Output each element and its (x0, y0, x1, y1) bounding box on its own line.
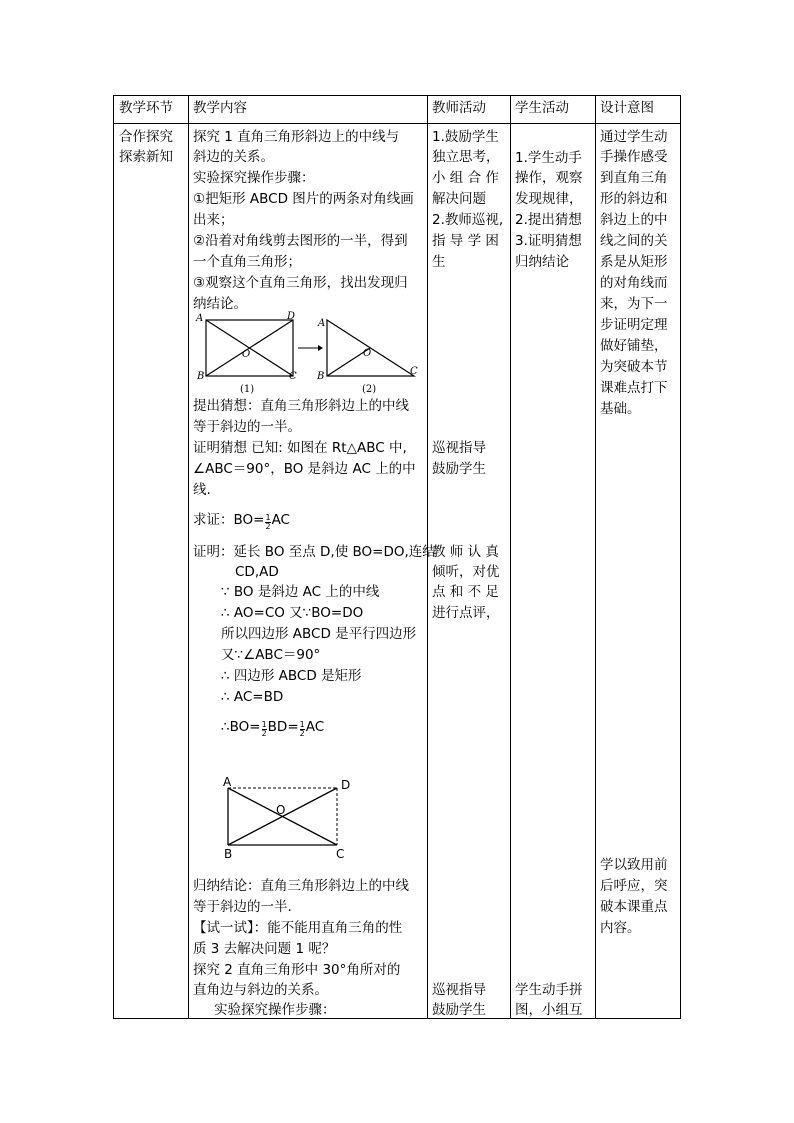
proof-line: ∵ BO 是斜边 AC 上的中线 (221, 584, 380, 600)
try-line: 【试一试】：能不能用直角三角的性 (193, 920, 403, 936)
row-divider (114, 123, 680, 124)
student-line: 1.学生动手 (515, 150, 582, 166)
proof-line: ∴ AC=BD (221, 689, 284, 705)
teacher-line: 鼓励学生 (432, 461, 486, 477)
fraction-half (265, 514, 270, 531)
conjecture-line: 提出猜想：直角三角形斜边上的中线 (193, 398, 409, 414)
fig2-label-b: B (224, 847, 233, 861)
proof-line: 所以四边形 ABCD 是平行四边形 (221, 626, 417, 642)
step-line: 纳结论。 (193, 296, 247, 312)
fig1-caption-2: (2) (362, 384, 377, 395)
teacher-line: 鼓励学生 (432, 1002, 486, 1018)
explore1-title: 斜边的关系。 (193, 149, 274, 165)
teacher-line: 教 师 认 真 (432, 544, 499, 560)
design-line: 系是从矩形 (600, 254, 668, 270)
design-line: 来，为下一 (600, 296, 668, 312)
final-prefix: ∴BO= (221, 719, 261, 735)
student-line: 学生动手拼 (515, 982, 583, 998)
explore2-line: 直角边与斜边的关系。 (193, 982, 328, 998)
rectangle-triangle-figure (190, 308, 430, 398)
explore1-title: 探究 1 直角三角形斜边上的中线与 (193, 129, 400, 145)
header-design: 设计意图 (600, 100, 654, 116)
teacher-line: 指 导 学 困 (432, 233, 499, 249)
teacher-line: 进行点评， (432, 605, 500, 621)
teacher-line: 生 (432, 254, 446, 270)
fraction-numerator: 1 (299, 720, 305, 729)
final-suffix: AC (305, 719, 325, 735)
proof-line: ∴ AO=CO 又∵BO=DO (221, 605, 364, 621)
fig1-label-o: O (242, 349, 251, 360)
teacher-line: 解决问题 (432, 191, 486, 207)
fraction-half (300, 721, 305, 738)
student-line: 2.提出猜想 (515, 212, 582, 228)
try-line: 质 3 去解决问题 1 呢？ (193, 941, 336, 957)
design-line: 斜边上的中 (600, 212, 668, 228)
teacher-line: 独立思考， (432, 149, 500, 165)
teacher-line: 1.鼓励学生 (432, 129, 499, 145)
design-line: 内容。 (600, 920, 641, 936)
student-line: 操作，观察 (515, 170, 583, 186)
header-stage: 教学环节 (119, 100, 173, 116)
design-line: 手操作感受 (600, 149, 668, 165)
fig2-label-a: A (223, 775, 232, 789)
design-line: 步证明定理 (600, 317, 668, 333)
header-teacher: 教师活动 (432, 100, 486, 116)
to-prove (193, 510, 290, 531)
design-line: 的对角线而 (600, 275, 668, 291)
explore2-line: 探究 2 直角三角形中 30°角所对的 (193, 962, 401, 978)
fig1-label-b2: B (317, 371, 325, 382)
header-student: 学生活动 (515, 100, 569, 116)
fig1-label-a: A (196, 313, 204, 324)
student-line: 3.证明猜想 (515, 233, 582, 249)
fig1-label-a2: A (318, 318, 326, 329)
fraction-denominator: 2 (261, 729, 267, 738)
design-line: 通过学生动 (600, 129, 668, 145)
fraction-denominator: 2 (265, 522, 271, 531)
proof-line: ∴ 四边形 ABCD 是矩形 (221, 668, 362, 684)
conclusion-line: 等于斜边的一半. (193, 899, 292, 915)
fig2-label-c: C (336, 847, 345, 861)
teacher-line: 倾听，对优 (432, 564, 500, 580)
fig2-label-o: O (276, 803, 286, 817)
fig1-caption-1: (1) (240, 384, 255, 395)
fraction-numerator: 1 (265, 513, 271, 522)
design-line: 破本课重点 (600, 899, 668, 915)
proof-line: 证明：延长 BO 至点 D,使 BO=DO,连结 (193, 544, 436, 560)
proof-known-line: 证明猜想 已知: 如图在 Rt△ABC 中, (193, 440, 407, 456)
column-divider (188, 96, 189, 1018)
final-equation (221, 717, 324, 738)
column-divider (510, 96, 511, 1018)
to-prove-suffix: AC (271, 512, 290, 528)
fig1-label-o2: O (363, 348, 372, 359)
steps2-title: 实验探究操作步骤： (214, 1002, 336, 1018)
step-line: ③观察这个直角三角形，找出发现归 (193, 275, 408, 291)
teacher-line: 小 组 合 作 (432, 170, 499, 186)
to-prove-prefix: 求证：BO= (193, 512, 265, 528)
proof-line: CD,AD (235, 564, 279, 580)
header-content: 教学内容 (193, 100, 247, 116)
steps-title: 实验探究操作步骤： (193, 170, 315, 186)
fraction-half (262, 721, 267, 738)
design-line: 做好铺垫， (600, 338, 668, 354)
design-line: 到直角三角 (600, 170, 668, 186)
fraction-denominator: 2 (299, 729, 305, 738)
conclusion-line: 归纳结论：直角三角形斜边上的中线 (193, 878, 409, 894)
design-line: 为突破本节 (600, 359, 668, 375)
fig1-label-d: D (287, 311, 296, 322)
design-line: 基础。 (600, 401, 641, 417)
teacher-line: 点 和 不 足 (432, 584, 499, 600)
teacher-line: 2.教师巡视, (432, 212, 504, 228)
student-line: 归纳结论 (515, 254, 569, 270)
fig2-label-d: D (341, 778, 351, 792)
teacher-line: 巡视指导 (432, 982, 486, 998)
step-line: 一个直角三角形； (193, 254, 301, 270)
fig1-label-b: B (197, 371, 205, 382)
design-line: 学以致用前 (600, 857, 668, 873)
step-line: ①把矩形 ABCD 图片的两条对角线画 (193, 191, 414, 207)
step-line: 出来； (193, 212, 234, 228)
final-mid: BD= (267, 719, 299, 735)
student-line: 发现规律， (515, 191, 583, 207)
fraction-numerator: 1 (261, 720, 267, 729)
stage-line: 探索新知 (119, 149, 173, 165)
proof-line: 又∵∠ABC＝90° (221, 647, 321, 663)
rectangle-abcd-figure (215, 772, 355, 862)
design-line: 课难点打下 (600, 380, 668, 396)
fig1-label-c2: C (410, 366, 418, 377)
conjecture-line: 等于斜边的一半。 (193, 419, 301, 435)
teacher-line: 巡视指导 (432, 440, 486, 456)
step-line: ②沿着对角线剪去图形的一半，得到 (193, 233, 408, 249)
design-line: 形的斜边和 (600, 191, 668, 207)
design-line: 线之间的关 (600, 233, 668, 249)
fig1-label-c: C (289, 371, 297, 382)
stage-line: 合作探究 (119, 129, 173, 145)
proof-known-line: 线. (193, 482, 211, 498)
column-divider (595, 96, 596, 1018)
design-line: 后呼应，突 (600, 878, 668, 894)
student-line: 图，小组互 (515, 1002, 583, 1018)
proof-known-line: ∠ABC＝90°，BO 是斜边 AC 上的中 (193, 461, 416, 477)
